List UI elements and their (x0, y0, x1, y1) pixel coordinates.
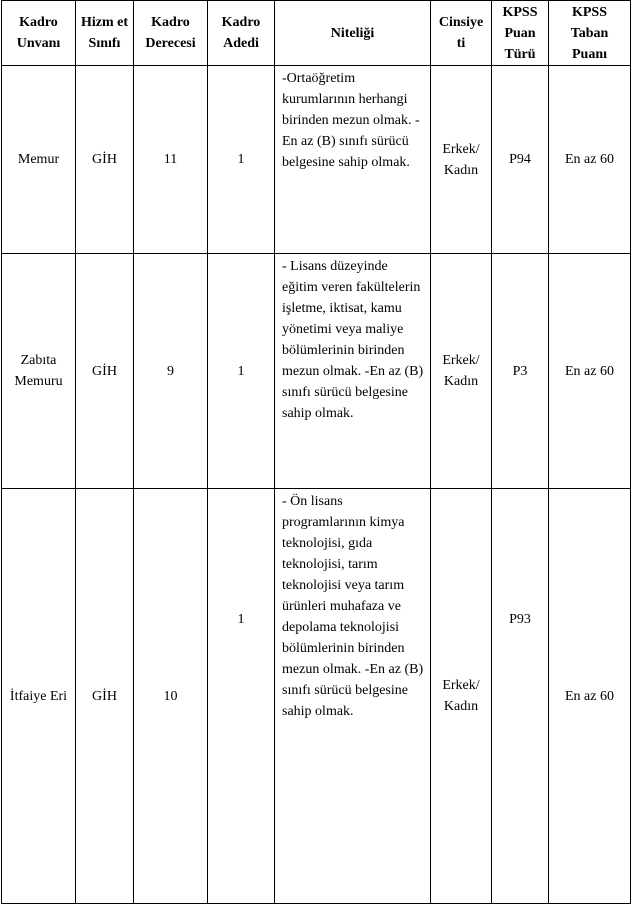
header-cinsiyeti: Cinsiye ti (431, 1, 492, 66)
cell-niteligi: - Lisans düzeyinde eğitim veren fakültelerin işletme, iktisat, kamu yönetimi veya maliye bölümlerinin birinden mezun olmak. -En az (B) sınıfı sürücü belgesine sahip olmak. (275, 254, 431, 489)
cell-kpss-puan-turu: P94 (492, 66, 549, 254)
kadro-table (1, 0, 631, 904)
cell-kadro-derecesi: 9 (134, 254, 208, 489)
header-kpss-puan-turu: KPSS Puan Türü (492, 1, 549, 66)
cell-kadro-adedi: 1 (208, 489, 275, 904)
cell-niteligi: - Ön lisans programlarının kimya teknolojisi, gıda teknolojisi, tarım teknolojisi veya tarım ürünleri muhafaza ve depolama teknolojisi bölümlerinin birinden mezun olmak. -En az (B) sınıfı sürücü belgesine sahip olmak. (275, 489, 431, 904)
header-kadro-derecesi: Kadro Derecesi (134, 1, 208, 66)
table-row (2, 66, 631, 254)
cell-kadro-adedi: 1 (208, 254, 275, 489)
cell-kadro-unvani: Memur (2, 66, 76, 254)
cell-kadro-unvani: Zabıta Memuru (2, 254, 76, 489)
cell-kpss-puan-turu: P3 (492, 254, 549, 489)
header-kadro-adedi: Kadro Adedi (208, 1, 275, 66)
cell-kadro-derecesi: 11 (134, 66, 208, 254)
cell-kadro-unvani: İtfaiye Eri (2, 489, 76, 904)
cell-niteligi: -Ortaöğretim kurumlarının herhangi birinden mezun olmak. -En az (B) sınıfı sürücü belgesine sahip olmak. (275, 66, 431, 254)
cell-hizmet-sinifi: GİH (76, 254, 134, 489)
header-row (2, 1, 631, 66)
header-kadro-unvani: Kadro Unvanı (2, 1, 76, 66)
cell-kpss-puan-turu: P93 (492, 489, 549, 904)
cell-cinsiyeti: Erkek/ Kadın (431, 254, 492, 489)
cell-kpss-taban-puani: En az 60 (549, 254, 631, 489)
cell-cinsiyeti: Erkek/ Kadın (431, 489, 492, 904)
cell-kpss-taban-puani: En az 60 (549, 489, 631, 904)
cell-hizmet-sinifi: GİH (76, 66, 134, 254)
cell-kpss-taban-puani: En az 60 (549, 66, 631, 254)
cell-hizmet-sinifi: GİH (76, 489, 134, 904)
cell-cinsiyeti: Erkek/ Kadın (431, 66, 492, 254)
cell-kadro-adedi: 1 (208, 66, 275, 254)
header-kpss-taban-puani: KPSS Taban Puanı (549, 1, 631, 66)
header-niteligi: Niteliği (275, 1, 431, 66)
table-row (2, 489, 631, 904)
cell-kadro-derecesi: 10 (134, 489, 208, 904)
header-hizmet-sinifi: Hizm et Sınıfı (76, 1, 134, 66)
table-row (2, 254, 631, 489)
